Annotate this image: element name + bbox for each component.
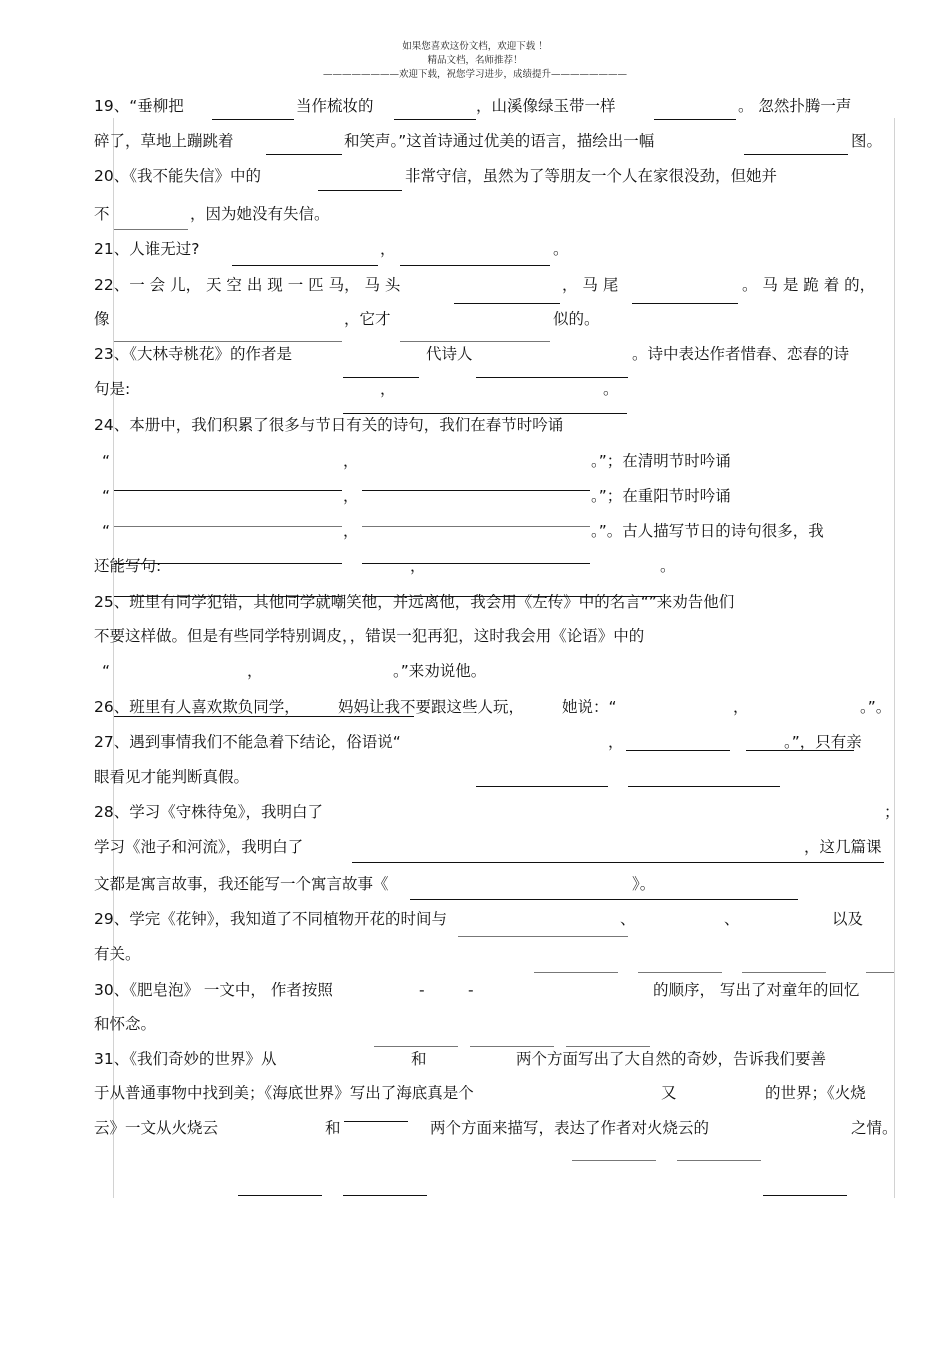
q19-text-b: 当作梳妆的 [296, 97, 374, 115]
q23-blank-1[interactable] [343, 377, 419, 378]
q29-text-e: 有关。 [94, 945, 141, 963]
q27-comma: ， [608, 733, 624, 751]
q24-comma-3: ， [343, 522, 359, 540]
q24-comma-1: ， [343, 452, 359, 470]
q30-blank-2[interactable] [470, 1046, 554, 1047]
q29-blank-1[interactable] [458, 936, 628, 937]
q25-quote: “ [102, 662, 111, 680]
q19-text-d: 。 忽然扑腾一声 [738, 97, 852, 115]
q24-end-3: 。”。古人描写节日的诗句很多，我 [591, 522, 824, 540]
q29-blank-3[interactable] [638, 972, 722, 973]
q24-end-2: 。”；在重阳节时吟诵 [591, 487, 731, 505]
q19-blank-2[interactable] [394, 119, 476, 120]
q23-text-c: 。诗中表达作者惜春、恋春的诗 [632, 345, 850, 363]
q27-blank-3[interactable] [476, 786, 608, 787]
q25-text-d: 。”来劝说他。 [393, 662, 487, 680]
q31-text-c: 两个方面写出了大自然的奇妙，告诉我们要善 [516, 1050, 827, 1068]
q24-quote-2: “ [102, 487, 111, 505]
q31-blank-4[interactable] [238, 1195, 322, 1196]
q25-text-a: 25、班里有同学犯错，其他同学就嘲笑他，并远离他，我会用《左传》中的名言“”来劝告他们 [94, 593, 735, 611]
q19-blank-5[interactable] [744, 154, 848, 155]
q24-quote-3: “ [102, 522, 111, 540]
q31-text-e: 又 [661, 1084, 677, 1102]
q26-text-a: 26、班里有人喜欢欺负同学， [94, 698, 300, 716]
q24-blank-1[interactable] [114, 490, 342, 491]
q24-blank-6[interactable] [362, 563, 590, 564]
q28-text-e: 文都是寓言故事，我还能写一个寓言故事《 [94, 875, 389, 893]
q19-text-f: 和笑声。”这首诗通过优美的语言，描绘出一幅 [344, 132, 655, 150]
q19-text-g: 图。 [851, 132, 883, 150]
q31-blank-2[interactable] [572, 1160, 656, 1161]
q24-blank-4[interactable] [362, 526, 590, 527]
q22-text-c: 。 马 是 跪 着 的， [742, 276, 876, 294]
q31-text-j: 之情。 [851, 1119, 898, 1137]
q19-text-e: 碎了，草地上蹦跳着 [94, 132, 234, 150]
q19-blank-1[interactable] [212, 119, 294, 120]
q31-text-h: 和 [325, 1119, 341, 1137]
q31-text-i: 两个方面来描写，表达了作者对火烧云的 [430, 1119, 710, 1137]
q25-text-b: 不要这样做。但是有些同学特别调皮，，错误一犯再犯，这时我会用《论语》中的 [94, 627, 645, 645]
q22-text-f: 似的。 [553, 310, 600, 328]
q19-text-a: 19、“垂柳把 [94, 97, 184, 115]
q25-comma: ， [247, 662, 263, 680]
q31-text-g: 云》一文从火烧云 [94, 1119, 219, 1137]
q24-blank-2[interactable] [362, 490, 590, 491]
q22-text-e: ，它才 [344, 310, 391, 328]
q23-text-d: 句是: [94, 380, 131, 398]
q22-blank-4[interactable] [400, 341, 550, 342]
q26-text-b: 妈妈让我不要跟这些人玩， [338, 698, 525, 716]
q28-text-a: 28、学习《守株待兔》，我明白了 [94, 803, 323, 821]
q30-text-e: 和怀念。 [94, 1015, 157, 1033]
q21-period: 。 [553, 240, 569, 258]
q29-sep-1: 、 [620, 910, 636, 928]
q30-blank-3[interactable] [566, 1046, 650, 1047]
q28-semicolon: ； [884, 803, 900, 821]
q27-blank-4[interactable] [628, 786, 780, 787]
q27-text-c: 。”，只有亲 [784, 733, 862, 751]
q22-blank-2[interactable] [632, 303, 738, 304]
q31-blank-3[interactable] [677, 1160, 761, 1161]
q21-comma: ， [380, 240, 396, 258]
q23-period: 。 [603, 380, 619, 398]
q28-text-d: ，这几篇课 [804, 838, 882, 856]
q23-text-b: 代诗人 [426, 345, 473, 363]
q31-text-a: 31、《我们奇妙的世界》从 [94, 1050, 277, 1068]
q28-blank-2[interactable] [410, 899, 798, 900]
q20-text-d: ，因为她没有失信。 [190, 205, 330, 223]
q31-blank-6[interactable] [763, 1195, 847, 1196]
q24-comma-4: ， [410, 557, 426, 575]
q23-text-a: 23、《大林寺桃花》的作者是 [94, 345, 292, 363]
q30-blank-1[interactable] [374, 1046, 458, 1047]
q31-text-d: 于从普通事物中找到美；《海底世界》写出了海底真是个 [94, 1084, 474, 1102]
q27-blank-1[interactable] [626, 750, 730, 751]
q26-underline [114, 716, 414, 717]
q24-text-f: 还能写句: [94, 557, 162, 575]
q27-text-a: 27、遇到事情我们不能急着下结论，俗语说“ [94, 733, 401, 751]
q22-blank-3[interactable] [114, 341, 342, 342]
header-line-2: 精品文档，名师推荐！ [427, 55, 523, 66]
q29-blank-5[interactable] [866, 972, 894, 973]
q28-text-c: 学习《池子和河流》，我明白了 [94, 838, 304, 856]
q19-blank-4[interactable] [266, 154, 342, 155]
q24-period: 。 [660, 557, 676, 575]
q31-blank-5[interactable] [343, 1195, 427, 1196]
header-line-3: ————————欢迎下载，祝您学习进步，成绩提升———————— [322, 69, 627, 80]
q20-blank-1[interactable] [318, 190, 402, 191]
q27-blank-2[interactable] [746, 750, 854, 751]
q29-blank-4[interactable] [742, 972, 826, 973]
q26-comma: ， [733, 698, 749, 716]
q30-text-a: 30、《肥皂泡》 一文中， 作者按照 [94, 981, 333, 999]
q29-blank-2[interactable] [534, 972, 618, 973]
q21-blank-2[interactable] [400, 265, 550, 266]
q22-blank-1[interactable] [454, 303, 560, 304]
q26-text-e: 。”。 [860, 698, 892, 716]
q19-blank-3[interactable] [654, 119, 736, 120]
q31-text-b: 和 [411, 1050, 427, 1068]
q30-dash-1: - [419, 981, 425, 999]
q24-comma-2: ， [343, 487, 359, 505]
header-line-1: 如果您喜欢这份文档，欢迎下载 ！ [402, 41, 548, 52]
q21-text-a: 21、人谁无过? [94, 240, 200, 258]
q20-blank-2[interactable] [114, 229, 188, 230]
q26-text-c: 她说：“ [562, 698, 617, 716]
q23-blank-2[interactable] [476, 377, 628, 378]
q30-text-d: 的顺序， 写出了对童年的回忆 [653, 981, 860, 999]
q22-text-d: 像 [94, 310, 110, 328]
q22-text-a: 22、一 会 儿， 天 空 出 现 一 匹 马， 马 头 [94, 276, 401, 294]
q20-text-a: 20、《我不能失信》中的 [94, 167, 261, 185]
q30-dash-2: - [468, 981, 474, 999]
q31-text-f: 的世界；《火烧 [765, 1084, 866, 1102]
q24-end-1: 。”；在清明节时吟诵 [591, 452, 731, 470]
q23-comma: ， [380, 380, 396, 398]
q29-sep-2: 、 [724, 910, 740, 928]
q19-text-c: ，山溪像绿玉带一样 [476, 97, 616, 115]
q20-text-c: 不 [94, 205, 110, 223]
page-frame-right [894, 118, 895, 1198]
q24-blank-3[interactable] [114, 526, 342, 527]
q27-text-d: 眼看见才能判断真假。 [94, 768, 250, 786]
q28-blank-1[interactable] [352, 862, 884, 863]
q21-blank-1[interactable] [232, 265, 378, 266]
q31-blank-1[interactable] [344, 1121, 408, 1122]
q24-text-a: 24、本册中，我们积累了很多与节日有关的诗句，我们在春节时吟诵 [94, 416, 564, 434]
q24-quote-1: “ [102, 452, 111, 470]
q28-text-f: 》。 [632, 875, 656, 893]
q23-blank-3[interactable] [343, 413, 627, 414]
q20-text-b: 非常守信，虽然为了等朋友一个人在家很没劲，但她并 [405, 167, 778, 185]
q22-text-b: ， 马 尾 [562, 276, 619, 294]
q29-text-d: 以及 [832, 910, 864, 928]
q29-text-a: 29、学完《花钟》，我知道了不同植物开花的时间与 [94, 910, 447, 928]
